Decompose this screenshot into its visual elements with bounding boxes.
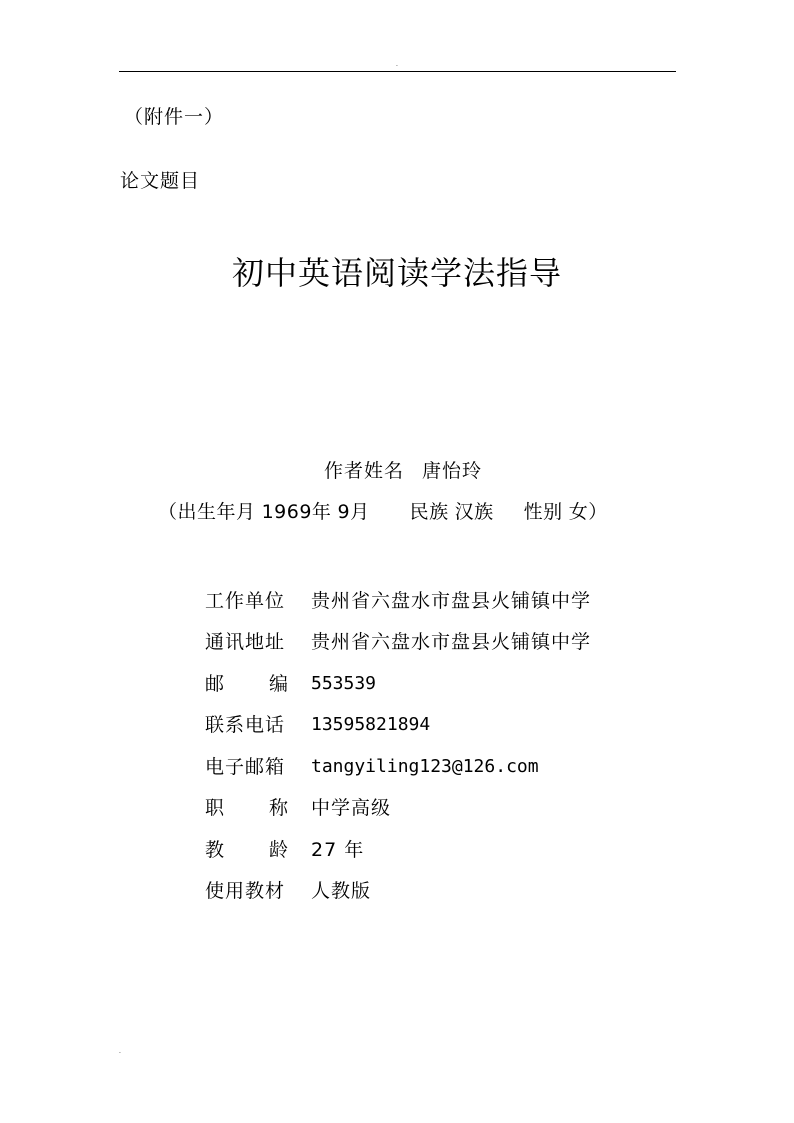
info-table	[205, 580, 591, 912]
header-dot: .	[396, 61, 398, 68]
job-title-value: 中学高级	[311, 797, 392, 820]
paper-title: 初中英语阅读学法指导	[231, 254, 562, 292]
info-row-phone	[205, 705, 591, 747]
info-row-teaching-years	[205, 829, 591, 871]
info-row-postcode	[205, 663, 591, 705]
job-title-label	[205, 794, 289, 822]
address-label: 通讯地址	[205, 631, 286, 654]
info-row-work-unit	[205, 580, 591, 622]
teaching-years-label-first: 教	[205, 838, 226, 861]
info-row-email	[205, 746, 591, 788]
email-label: 电子邮箱	[205, 755, 286, 778]
postcode-label	[205, 670, 289, 698]
phone-label: 联系电话	[205, 714, 286, 737]
phone-value: 13595821894	[311, 714, 431, 736]
gender-value: 女）	[568, 501, 608, 523]
gender-label: 性别	[523, 501, 563, 523]
birth-month: 9	[337, 501, 351, 523]
paper-title-label: 论文题目	[120, 170, 201, 192]
postcode-label-second: 编	[268, 672, 289, 695]
address-value: 贵州省六盘水市盘县火铺镇中学	[311, 631, 592, 654]
info-row-address	[205, 622, 591, 664]
job-title-label-first: 职	[205, 797, 226, 820]
textbook-label: 使用教材	[205, 880, 286, 903]
teaching-years-unit: 年	[344, 838, 365, 861]
ethnicity-value: 汉族	[454, 501, 494, 523]
author-label: 作者姓名	[323, 460, 404, 482]
info-row-textbook	[205, 871, 591, 913]
birth-prefix: （出生年月	[158, 501, 256, 523]
work-unit-label: 工作单位	[205, 589, 286, 612]
info-row-job-title	[205, 788, 591, 830]
footer-dot: .	[119, 1048, 121, 1055]
bio-line	[158, 498, 608, 526]
attachment-label: （附件一）	[124, 106, 225, 128]
author-name: 唐怡玲	[422, 460, 483, 482]
birth-year-suffix: 年	[311, 501, 332, 523]
teaching-years-label-second: 龄	[268, 838, 289, 861]
postcode-label-first: 邮	[205, 672, 226, 695]
email-value: tangyiling123@126.com	[311, 755, 539, 777]
postcode-value: 553539	[311, 672, 377, 694]
teaching-years-value	[311, 836, 364, 864]
header-rule	[119, 71, 676, 72]
teaching-years-number: 27	[311, 838, 338, 861]
job-title-label-second: 称	[268, 797, 289, 820]
birth-year: 1969	[261, 501, 312, 523]
birth-month-suffix: 月	[350, 501, 370, 523]
teaching-years-label	[205, 836, 289, 864]
author-line	[0, 457, 794, 485]
ethnicity-label: 民族	[409, 501, 449, 523]
textbook-value: 人教版	[311, 880, 372, 903]
work-unit-value: 贵州省六盘水市盘县火铺镇中学	[311, 589, 592, 612]
